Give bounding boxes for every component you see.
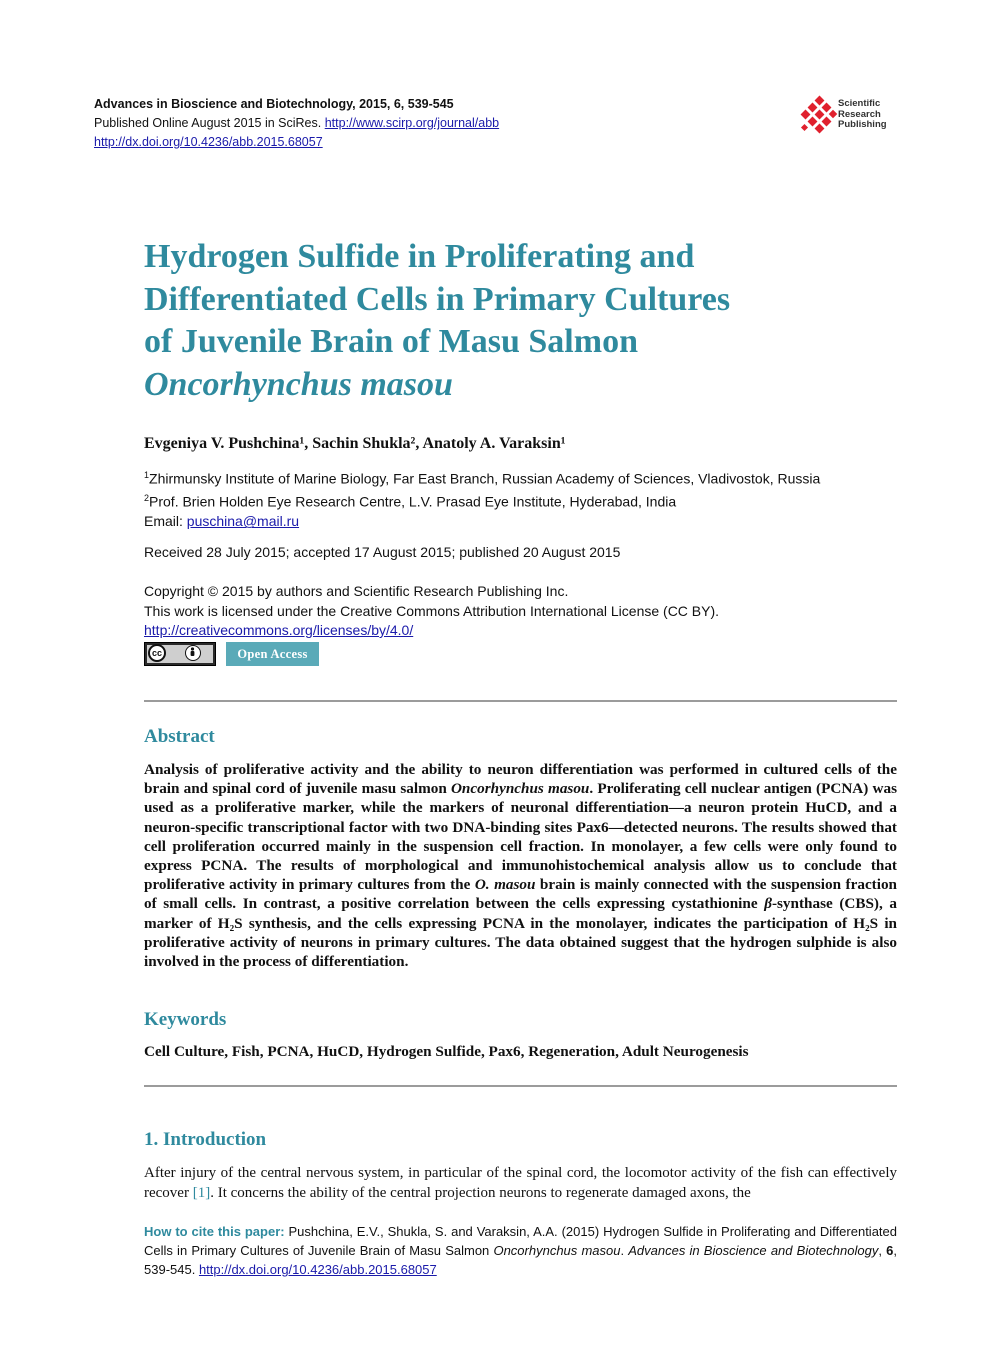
journal-header [94,95,499,152]
abstract-species: Oncorhynchus masou [450,780,590,798]
logo-line-2: Research [838,108,881,120]
introduction-text: After injury of the central nervous system, in particular of the spinal cord, the locomotor activity of the fish can effectively recover [1]. It concerns the ability of the central projection neurons to regenerate damaged axons, the [144,1165,897,1201]
title-species: Oncorhynchus masou [144,365,453,403]
scirp-logo-text [838,99,887,131]
cite-journal: Advances in Bioscience and Biotechnology [628,1243,879,1258]
keywords-heading: Keywords [144,1009,227,1030]
abstract-species-short: O. masou [474,876,536,894]
affiliation-1: $^1$Zhirmunsky Institute of Marine Biology, Far East Branch, Russian Academy of Sciences, Vladivostok, Russia [144,470,821,487]
person-icon [185,645,201,661]
copyright-line: Copyright © 2015 by authors and Scientific Research Publishing Inc. [144,583,569,599]
affiliation-2: $^2$Prof. Brien Holden Eye Research Centre, L.V. Prasad Eye Institute, Hyderabad, India [144,493,677,510]
title-line-2: Differentiated Cells in Primary Cultures [144,280,731,318]
scirp-logo-mark [796,95,838,139]
published-line [94,114,499,133]
cite-doi-link[interactable]: http://dx.doi.org/10.4236/abb.2015.68057 [198,1262,437,1277]
doi-link[interactable]: http://dx.doi.org/10.4236/abb.2015.68057 [94,135,323,149]
logo-line-1: Scientific [838,98,881,109]
how-to-cite: How to cite this paper: Pushchina, E.V., Shukla, S. and Varaksin, A.A. (2015) Hydrogen Sulfide in Proliferating and Differentiated Cells in Primary Cultures of Juvenile Brain of Masu Salmon Oncorhynchus masou. Advances in Bioscience and Biotechnology, 6, 539-545. http://dx.doi.org/10.4236/abb.2015.68057 [144,1224,897,1277]
cite-label: How to cite this paper: [144,1224,285,1239]
license-line: This work is licensed under the Creative Commons Attribution International License (CC BY). [144,602,720,619]
cc-icon: cc [148,644,166,662]
affiliations [144,466,820,532]
published-prefix: Published Online August 2015 in SciRes. [94,116,322,130]
license-url-link[interactable]: http://creativecommons.org/licenses/by/4.0/ [144,622,414,638]
journal-url-link[interactable]: http://www.scirp.org/journal/abb [324,116,500,130]
divider-top [144,700,897,702]
email-line [144,512,820,532]
copyright-block [144,582,719,641]
paper-title [144,236,864,406]
title-line-3: of Juvenile Brain of Masu Salmon [144,323,638,360]
scirp-logo [796,95,906,139]
journal-citation: Advances in Bioscience and Biotechnology, 2015, 6, 539-545 [94,97,454,111]
keywords-text: Cell Culture, Fish, PCNA, HuCD, Hydrogen Sulfide, Pax6, Regeneration, Adult Neurogenesis [144,1043,749,1060]
introduction-heading: 1. Introduction [144,1129,267,1150]
author-list: Evgeniya V. Pushchina¹, Sachin Shukla², Anatoly A. Varaksin¹ [144,435,566,452]
reference-link[interactable]: [1] [192,1185,211,1201]
publication-dates: Received 28 July 2015; accepted 17 August 2015; published 20 August 2015 [144,544,621,560]
open-access-badge[interactable]: Open Access [226,642,319,666]
title-line-1: Hydrogen Sulfide in Proliferating and [144,238,695,275]
logo-line-3: Publishing [838,119,887,130]
divider-bottom [144,1085,897,1087]
email-link[interactable]: puschina@mail.ru [186,513,300,530]
abstract-text: Analysis of proliferative activity and the ability to neuron differentiation was performed in cultured cells of the brain and spinal cord of juvenile masu salmon Oncorhynchus masou. Proliferating cell nuclear antigen (PCNA) was used as a proliferative marker, while the markers of neuronal differentiation—a neuron protein HuCD, and a neuron-specific transcriptional factor with two DNA-binding sites Pax6—detected neurons. The results showed that cell proliferation occurred mainly in the suspension cell fraction. In monolayer, a few cells were only found to express PCNA. The results of morphological and immunohistochemical analysis allow us to conclude that proliferative activity in primary cultures from the O. masou brain is mainly connected with the suspension fraction of small cells. In contrast, a positive correlation between the cells expressing cystathionine β-synthase (CBS), a marker of H₂S synthesis, and the cells expressing PCNA in the monolayer, indicates the participation of H₂S in proliferative activity of neurons in primary cultures. The data obtained suggest that the hydrogen sulphide is also involved in the process of differentiation. [144,761,897,971]
email-label: Email: [144,513,187,530]
abstract-heading: Abstract [144,726,215,747]
cc-by-badge[interactable] [144,642,216,666]
